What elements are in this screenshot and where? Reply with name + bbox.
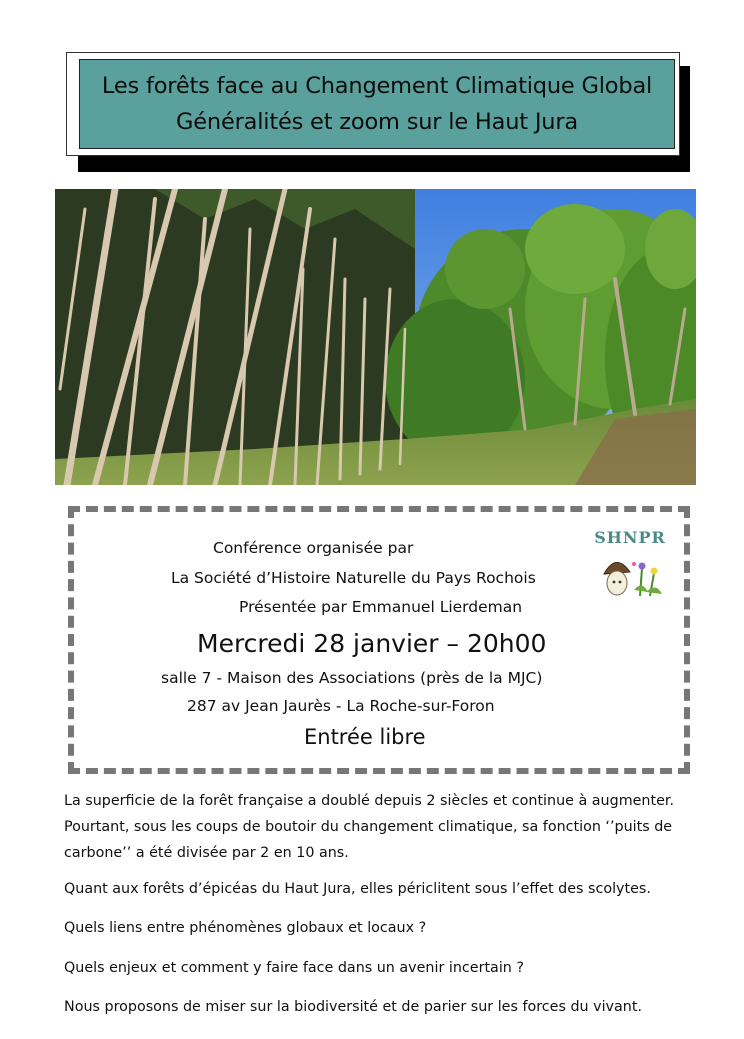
entry-free: Entrée libre xyxy=(304,725,426,749)
society-name: La Société d’Histoire Naturelle du Pays Rochois xyxy=(171,569,536,587)
event-address: 287 av Jean Jaurès - La Roche-sur-Foron xyxy=(187,697,495,715)
title-banner xyxy=(66,52,680,156)
forest-illustration xyxy=(55,189,696,485)
paragraph-spruce: Quant aux forêts d’épicéas du Haut Jura, elles périclitent sous l’effet des scolytes. xyxy=(64,881,651,897)
shnpr-logo xyxy=(590,528,670,600)
paragraph-line: La superficie de la forêt française a doublé depuis 2 siècles et continue à augmenter. xyxy=(64,793,674,809)
paragraph-question-stakes: Quels enjeux et comment y faire face dans un avenir incertain ? xyxy=(64,960,524,976)
paragraph-question-links: Quels liens entre phénomènes globaux et locaux ? xyxy=(64,920,427,936)
title-line-2: Généralités et zoom sur le Haut Jura xyxy=(176,109,578,135)
paragraph-forest-growth xyxy=(64,788,694,866)
event-info-content xyxy=(79,517,679,763)
title-line-1: Les forêts face au Changement Climatique Global xyxy=(101,73,653,99)
forest-photo xyxy=(55,189,696,485)
logo-text: SHNPR xyxy=(594,528,666,547)
presenter: Présentée par Emmanuel Lierdeman xyxy=(239,598,523,616)
title-panel xyxy=(79,59,675,149)
event-venue: salle 7 - Maison des Associations (près de la MJC) xyxy=(161,669,543,687)
paragraph-line: Pourtant, sous les coups de boutoir du changement climatique, sa fonction ‘’puits de xyxy=(64,819,673,835)
organized-by-label: Conférence organisée par xyxy=(213,539,414,557)
mushroom-flower-logo-icon xyxy=(590,528,670,600)
paragraph-proposal: Nous proposons de miser sur la biodiversité et de parier sur les forces du vivant. xyxy=(64,999,642,1015)
paragraph-line: carbone’’ a été divisée par 2 en 10 ans. xyxy=(64,845,349,861)
event-date-time: Mercredi 28 janvier – 20h00 xyxy=(197,629,547,658)
